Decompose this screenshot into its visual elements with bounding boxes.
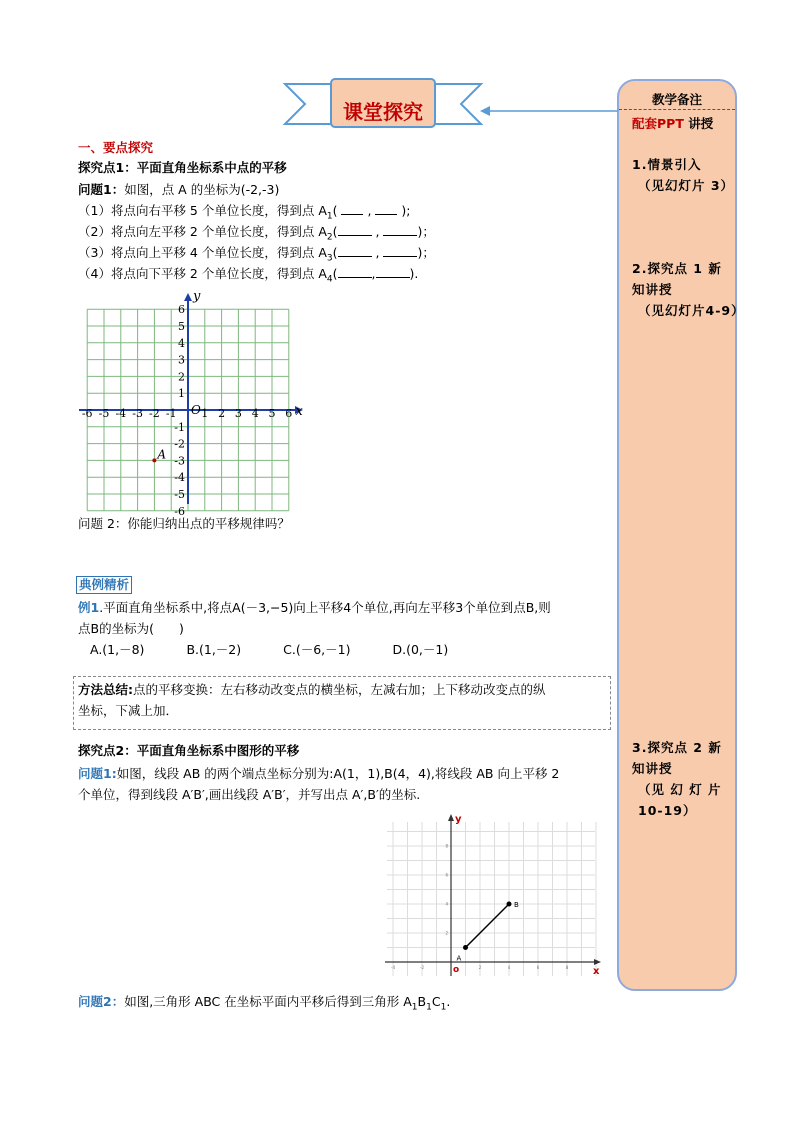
x-tick-label: -4 — [391, 965, 395, 970]
x-tick-label: 2 — [478, 965, 482, 970]
point2-question1-line2: 个单位，得到线段 A′B′,画出线段 A′B′，并写出点 A′,B′的坐标. — [78, 787, 421, 802]
y-tick-label: -5 — [174, 488, 185, 501]
segment-ab — [466, 904, 510, 948]
point2-title: 探究点2：平面直角坐标系中图形的平移 — [78, 743, 300, 758]
x-axis-label: x — [295, 404, 303, 419]
y-axis-arrow — [448, 814, 454, 821]
x-tick-label: 1 — [201, 407, 209, 420]
y-tick-label: 4 — [178, 336, 185, 350]
point2-question2: 问题2：如图,三角形 ABC 在坐标平面内平移后得到三角形 $A_1B_1C_1$. — [78, 994, 451, 1013]
option-d: D.(0,－1) — [392, 642, 449, 657]
y-tick-label: -4 — [174, 471, 185, 485]
x-tick-label: -4 — [115, 407, 127, 420]
y-tick-label: 6 — [178, 303, 185, 317]
coordinate-grid-1 — [75, 289, 307, 518]
x-tick-label: 8 — [565, 965, 569, 970]
coordinate-grid-2 — [383, 810, 605, 980]
task-4: （4）将点向下平移 2 个单位长度，得到点 $A_4$( , ). — [78, 266, 419, 285]
y-tick-label: 8 — [445, 843, 448, 849]
x-axis-arrow — [594, 959, 601, 965]
ppt-note: 配套PPT 讲授 — [632, 116, 714, 131]
origin-label: O — [191, 403, 201, 417]
method-summary-line2: 坐标，下减上加． — [78, 703, 179, 718]
point-a — [152, 458, 156, 462]
point1-question1: 问题1：如图，点 A 的坐标为(-2,-3) — [78, 182, 280, 197]
y-tick-label: -1 — [174, 420, 185, 434]
y-tick-label: 2 — [178, 370, 185, 384]
teaching-notes-panel — [617, 79, 737, 991]
y-tick-label: -6 — [174, 504, 185, 518]
option-b: B.(1,－2) — [186, 642, 242, 657]
point-b — [507, 902, 512, 907]
x-tick-label: -3 — [132, 407, 143, 420]
point1-title: 探究点1：平面直角坐标系中点的平移 — [78, 160, 287, 175]
task-1: （1）将点向右平移 5 个单位长度，得到点 $A_1$( , ); — [78, 203, 411, 222]
task-3: （3）将点向上平移 4 个单位长度，得到点 $A_3$( , )； — [78, 245, 435, 264]
example-options — [90, 640, 490, 660]
point1-question2: 问题 2：你能归纳出点的平移规律吗？ — [78, 516, 290, 531]
example-question: 例1.平面直角坐标系中,将点A(－3,−5)向上平移4个单位,再向左平移3个单位到点B,则 — [78, 600, 551, 615]
section-heading: 一、要点探究 — [78, 140, 154, 155]
x-tick-label: 4 — [251, 407, 259, 420]
x-tick-label: -6 — [81, 407, 93, 420]
y-tick-label: -3 — [174, 454, 185, 468]
x-tick-label: 3 — [234, 407, 242, 420]
x-tick-label: 6 — [536, 965, 540, 970]
option-a: A.(1,－8) — [90, 642, 145, 657]
x-tick-label: 6 — [285, 407, 293, 420]
method-summary-line1: 方法总结:点的平移变换：左右移动改变点的横坐标，左减右加；上下移动改变点的纵 — [78, 682, 546, 697]
banner-title: 课堂探究 — [343, 100, 423, 124]
point2-question1: 问题1:如图，线段 AB 的两个端点坐标分别为:A(1，1),B(4，4),将线段 AB 向上平移 2 — [78, 766, 560, 781]
option-c: C.(－6,－1) — [283, 642, 351, 657]
note-item-3: 3.探究点 2 新 知讲授 （见 幻 灯 片 10-19） — [632, 740, 722, 818]
x-axis-label: x — [593, 966, 600, 977]
y-tick-label: 4 — [445, 901, 448, 907]
y-axis-arrow — [184, 293, 192, 301]
point-a-label: A — [456, 954, 462, 963]
note-item-2: 2.探究点 1 新 知讲授 （见幻灯片4-9） — [632, 261, 745, 318]
point-a — [463, 945, 468, 950]
y-axis-label: y — [193, 289, 201, 304]
x-tick-label: -5 — [98, 407, 110, 420]
x-tick-label: -2 — [420, 965, 424, 970]
x-tick-label: 2 — [218, 407, 226, 420]
y-axis-label: y — [455, 814, 462, 825]
y-tick-label: -2 — [174, 437, 185, 451]
y-tick-label: 6 — [445, 872, 448, 878]
note-item-1: 1.情景引入 （见幻灯片 3） — [632, 157, 735, 193]
y-tick-label: 5 — [178, 320, 185, 333]
task-2: （2）将点向左平移 2 个单位长度，得到点 $A_2$( , )； — [78, 224, 435, 243]
banner-arrow — [480, 104, 620, 118]
point-b-label: B — [514, 901, 519, 909]
y-tick-label: 1 — [178, 387, 185, 401]
x-tick-label: -2 — [149, 407, 160, 420]
y-tick-label: 3 — [178, 353, 185, 367]
y-tick-label: 2 — [445, 930, 448, 936]
teaching-notes-heading: 教学备注 — [651, 92, 702, 107]
x-tick-label: -1 — [165, 407, 177, 420]
example-question-line2: 点B的坐标为( ) — [78, 621, 184, 636]
example-tag: 典例精析 — [76, 576, 132, 594]
x-tick-label: 4 — [507, 965, 511, 970]
origin-label: o — [453, 965, 460, 975]
x-tick-label: 5 — [268, 407, 276, 420]
teaching-notes-divider — [619, 109, 735, 110]
point-a-label: A — [157, 447, 167, 462]
